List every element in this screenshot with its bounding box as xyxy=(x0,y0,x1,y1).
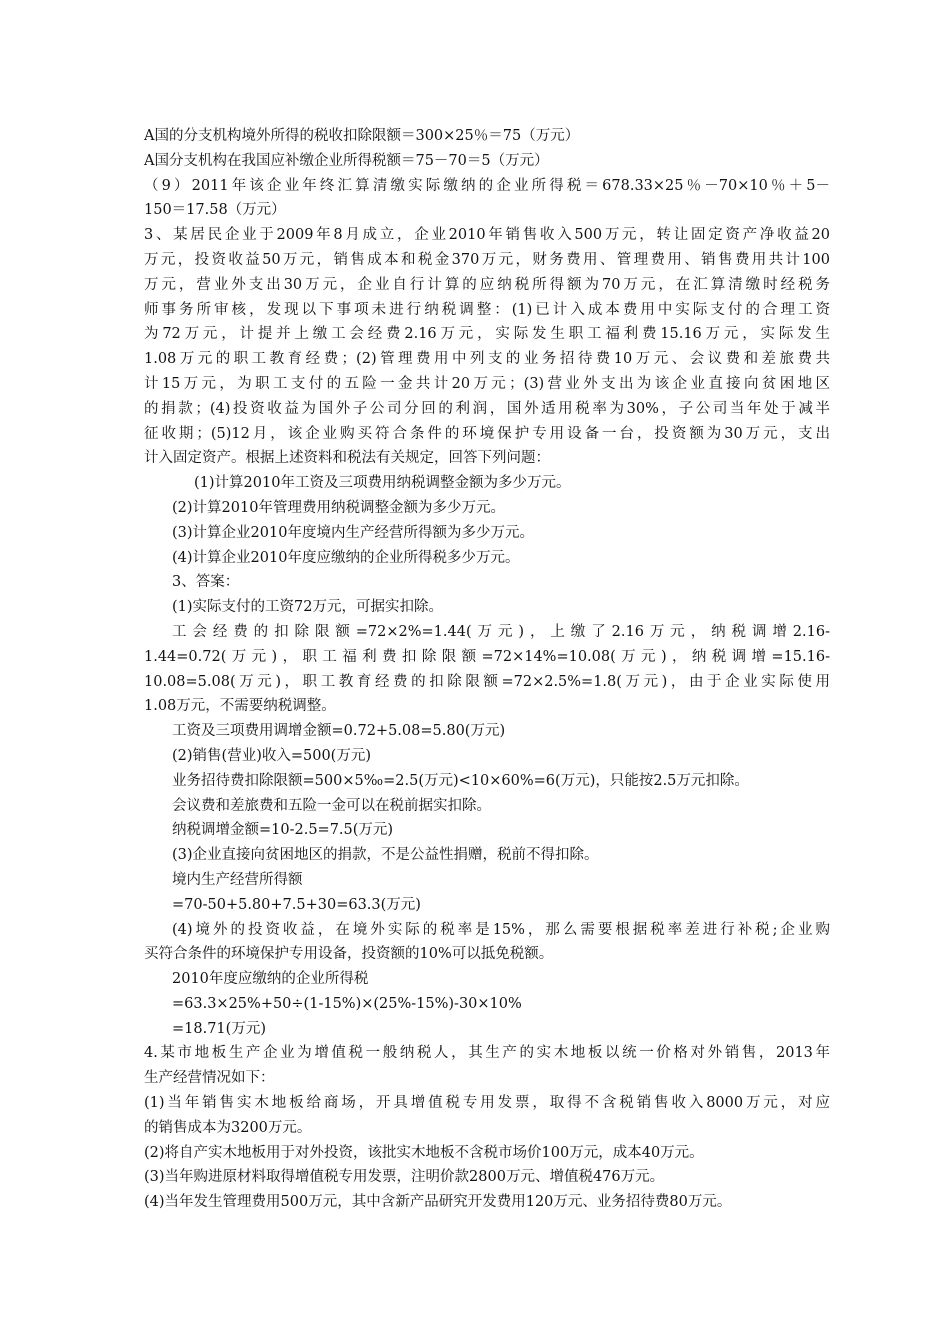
text-line: 工资及三项费用调增金额=0.72+5.08=5.80(万元) xyxy=(172,723,506,740)
text-line: （9）2011年该企业年终汇算清缴实际缴纳的企业所得税＝678.33×25％－70×10％＋5－ xyxy=(144,177,830,194)
text-line: 3、某居民企业于2009年8月成立，企业2010年销售收入500万元，转让固定资产净收益20 xyxy=(144,227,830,244)
text-line: (3)当年购进原材料取得增值税专用发票，注明价款2800万元、增值税476万元。 xyxy=(144,1169,665,1186)
text-line: (4)当年发生管理费用500万元，其中含新产品研究开发费用120万元、业务招待费80万元。 xyxy=(144,1194,732,1211)
text-line: =18.71(万元) xyxy=(172,1020,266,1037)
text-line: (1)实际支付的工资72万元，可据实扣除。 xyxy=(172,599,443,616)
text-line: (1)当年销售实木地板给商场，开具增值税专用发票，取得不含税销售收入8000万元，对应 xyxy=(144,1095,830,1112)
text-line: (2)计算2010年管理费用纳税调整金额为多少万元。 xyxy=(172,499,505,516)
text-line: 工会经费的扣除限额=72×2%=1.44(万元)，上缴了2.16万元，纳税调增2.16- xyxy=(172,623,830,640)
text-line: 师事务所审核，发现以下事项未进行纳税调整：(1)已计入成本费用中实际支付的合理工资 xyxy=(144,301,830,318)
text-line: 买符合条件的环境保护专用设备，投资额的10%可以抵免税额。 xyxy=(144,946,554,963)
text-line: (4)境外的投资收益，在境外实际的税率是15%，那么需要根据税率差进行补税;企业购 xyxy=(172,921,830,938)
text-line: (3)计算企业2010年度境内生产经营所得额为多少万元。 xyxy=(172,524,534,541)
text-line: 150＝17.58（万元） xyxy=(144,202,286,219)
text-line: 的销售成本为3200万元。 xyxy=(144,1119,312,1136)
text-line: 10.08=5.08(万元)，职工教育经费的扣除限额=72×2.5%=1.8(万元)，由于企业实际使用 xyxy=(144,673,830,690)
text-line: (2)销售(营业)收入=500(万元) xyxy=(172,747,371,764)
text-line: 3、答案： xyxy=(172,574,240,591)
text-line: 1.44=0.72(万元)，职工福利费扣除限额=72×14%=10.08(万元)，纳税调增=15.16- xyxy=(144,648,830,665)
document-page xyxy=(144,124,830,1215)
text-line: =70-50+5.80+7.5+30=63.3(万元) xyxy=(172,896,421,913)
text-line: 业务招待费扣除限额=500×5‰=2.5(万元)<10×60%=6(万元)，只能按2.5万元扣除。 xyxy=(172,772,749,789)
text-line: (3)企业直接向贫困地区的捐款，不是公益性捐赠，税前不得扣除。 xyxy=(172,847,599,864)
text-line: 2010年度应缴纳的企业所得税 xyxy=(172,971,369,988)
text-line: 的捐款；(4)投资收益为国外子公司分回的利润，国外适用税率为30%，子公司当年处于减半 xyxy=(144,400,830,417)
text-line: 4.某市地板生产企业为增值税一般纳税人，其生产的实木地板以统一价格对外销售，2013年 xyxy=(144,1045,830,1062)
text-line: 生产经营情况如下： xyxy=(144,1070,275,1087)
text-line: 万元，投资收益50万元，销售成本和税金370万元，财务费用、管理费用、销售费用共计100 xyxy=(144,251,830,268)
text-line: A国的分支机构境外所得的税收扣除限额＝300×25％＝75（万元） xyxy=(144,128,580,144)
text-line: 万元，营业外支出30万元，企业自行计算的应纳税所得额为70万元，在汇算清缴时经税务 xyxy=(144,276,830,293)
text-line: 境内生产经营所得额 xyxy=(172,871,303,888)
text-line: A国分支机构在我国应补缴企业所得税额＝75－70＝5（万元） xyxy=(144,152,549,169)
text-line: 计入固定资产。根据上述资料和税法有关规定，回答下列问题： xyxy=(144,450,550,467)
text-line: 会议费和差旅费和五险一金可以在税前据实扣除。 xyxy=(172,797,491,814)
text-line: (2)将自产实木地板用于对外投资，该批实木地板不含税市场价100万元，成本40万元。 xyxy=(144,1144,704,1161)
text-line: 为72万元，计提并上缴工会经费2.16万元，实际发生职工福利费15.16万元，实际发生 xyxy=(144,326,830,343)
text-line: 计15万元，为职工支付的五险一金共计20万元；(3)营业外支出为该企业直接向贫困地区 xyxy=(144,375,830,392)
text-line: (4)计算企业2010年度应缴纳的企业所得税多少万元。 xyxy=(172,549,520,566)
text-line: 征收期；(5)12月，该企业购买符合条件的环境保护专用设备一台，投资额为30万元，支出 xyxy=(144,425,830,442)
text-line: (1)计算2010年工资及三项费用纳税调整金额为多少万元。 xyxy=(194,475,571,492)
text-line: 1.08万元，不需要纳税调整。 xyxy=(144,698,336,715)
text-line: =63.3×25%+50÷(1-15%)×(25%-15%)-30×10% xyxy=(172,995,522,1012)
text-line: 1.08万元的职工教育经费；(2)管理费用中列支的业务招待费10万元、会议费和差旅费共 xyxy=(144,351,830,368)
text-line: 纳税调增金额=10-2.5=7.5(万元) xyxy=(172,822,394,839)
